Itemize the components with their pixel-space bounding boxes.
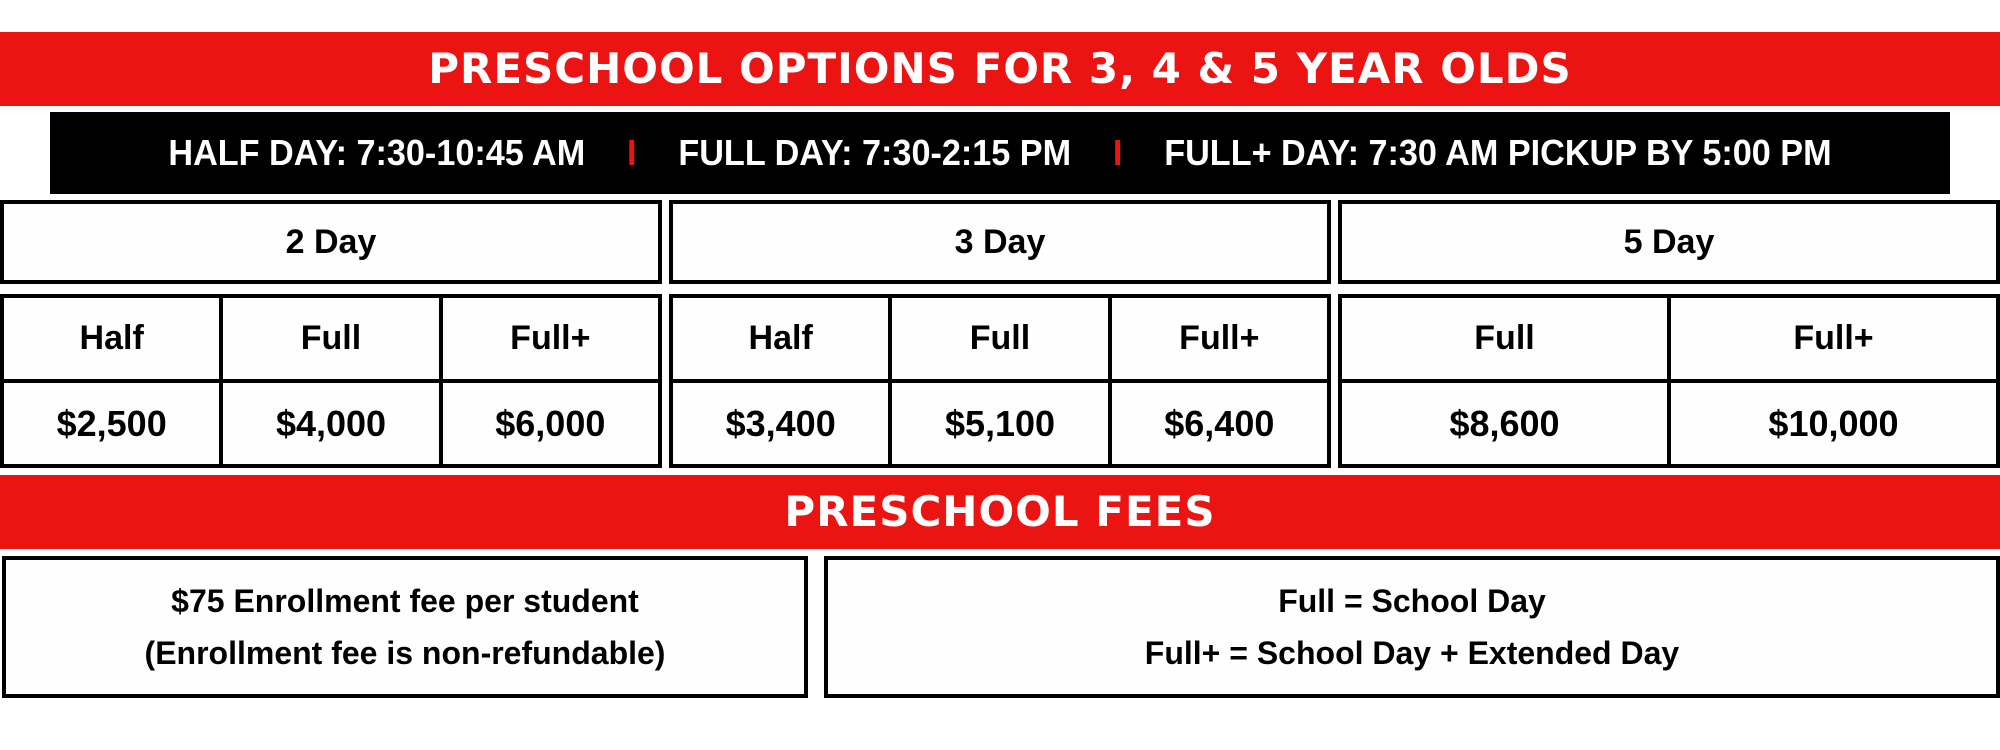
option-price: $8,600 — [1342, 383, 1667, 464]
group-header-3-day — [669, 200, 1331, 284]
full-day-hours: FULL DAY: 7:30-2:15 PM — [678, 132, 1072, 173]
option-price: $2,500 — [4, 383, 219, 464]
price-table-5-day — [1338, 294, 2000, 468]
day-type-legend — [824, 556, 2000, 698]
enrollment-fee-line: $75 Enrollment fee per student — [171, 583, 639, 619]
option-label: Full+ — [1671, 298, 1996, 379]
enrollment-fee-refund-line: (Enrollment fee is non-refundable) — [144, 635, 666, 671]
option-price: $10,000 — [1671, 383, 1996, 464]
option-label: Full+ — [1112, 298, 1327, 379]
option-price: $5,100 — [892, 383, 1107, 464]
page-title: PRESCHOOL OPTIONS FOR 3, 4 & 5 YEAR OLDS — [428, 44, 1572, 93]
group-header-5-day — [1338, 200, 2000, 284]
price-table-2-day — [0, 294, 662, 468]
option-label: Full+ — [443, 298, 658, 379]
separator: I — [627, 132, 637, 173]
enrollment-fee-note — [2, 556, 808, 698]
option-label: Half — [673, 298, 888, 379]
option-price: $6,000 — [443, 383, 658, 464]
fees-title: PRESCHOOL FEES — [784, 487, 1216, 536]
fees-title-banner — [0, 475, 2000, 549]
legend-fullplus: Full+ = School Day + Extended Day — [1144, 635, 1680, 671]
separator: I — [1112, 132, 1123, 173]
half-day-hours: HALF DAY: 7:30-10:45 AM — [168, 132, 586, 173]
option-price: $6,400 — [1112, 383, 1327, 464]
option-label: Full — [1342, 298, 1667, 379]
group-header-2-day — [0, 200, 662, 284]
group-name: 3 Day — [954, 222, 1046, 261]
option-label: Full — [223, 298, 438, 379]
legend-full: Full = School Day — [1278, 583, 1546, 619]
group-name: 5 Day — [1623, 222, 1715, 261]
option-label: Half — [4, 298, 219, 379]
page-title-banner — [0, 32, 2000, 106]
price-table-3-day — [669, 294, 1331, 468]
hours-bar — [50, 112, 1950, 194]
fullplus-day-hours: FULL+ DAY: 7:30 AM PICKUP BY 5:00 PM — [1164, 132, 1832, 173]
option-price: $4,000 — [223, 383, 438, 464]
option-label: Full — [892, 298, 1107, 379]
group-name: 2 Day — [285, 222, 377, 261]
option-price: $3,400 — [673, 383, 888, 464]
